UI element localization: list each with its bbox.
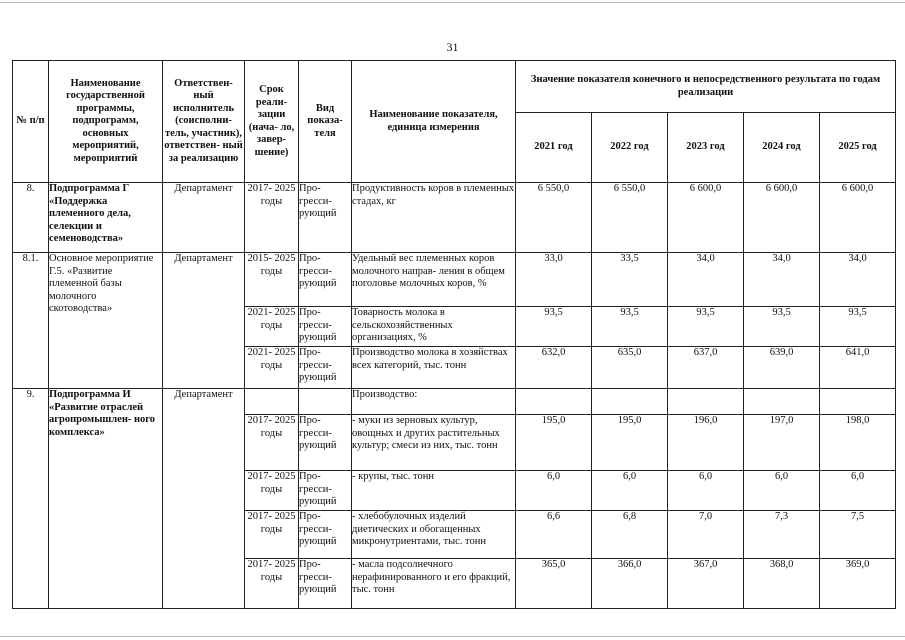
value-cell: 93,5 (744, 307, 820, 347)
value-cell: 367,0 (668, 559, 744, 609)
value-cell: 197,0 (744, 415, 820, 471)
indicator-name: Товарность молока в сельскохозяйственных организациях, % (352, 307, 516, 347)
row-num: 8. (13, 183, 49, 253)
value-cell: 365,0 (516, 559, 592, 609)
program-name: Основное мероприятие Г.5. «Развитие племенной базы молочного скотоводства» (49, 253, 163, 389)
header-year: 2021 год (516, 113, 592, 183)
term: 2021- 2025 годы (245, 307, 299, 347)
value-cell (516, 389, 592, 415)
value-cell: 6 550,0 (592, 183, 668, 253)
header-year: 2022 год (592, 113, 668, 183)
value-cell: 195,0 (516, 415, 592, 471)
term: 2017- 2025 годы (245, 183, 299, 253)
header-num: № п/п (13, 61, 49, 183)
value-cell: 641,0 (820, 347, 896, 389)
program-name: Подпрограмма Г «Поддержка племенного дела, селекции и семеноводства» (49, 183, 163, 253)
value-cell: 93,5 (516, 307, 592, 347)
value-cell: 6 600,0 (668, 183, 744, 253)
indicator-kind: Про- гресси- рующий (299, 347, 352, 389)
value-cell: 366,0 (592, 559, 668, 609)
value-cell (820, 389, 896, 415)
indicator-kind: Про- гресси- рующий (299, 415, 352, 471)
table-row (13, 253, 896, 307)
term: 2015- 2025 годы (245, 253, 299, 307)
indicator-name: Продуктивность коров в племенных стадах, кг (352, 183, 516, 253)
term: 2017- 2025 годы (245, 559, 299, 609)
value-cell: 6,0 (668, 471, 744, 511)
indicator-name: - хлебобулочных изделий диетических и обогащенных микронутриентами, тыс. тонн (352, 511, 516, 559)
value-cell: 637,0 (668, 347, 744, 389)
value-cell: 93,5 (668, 307, 744, 347)
header-values-group: Значение показателя конечного и непосредственного результата по годам реализации (516, 61, 896, 113)
term: 2017- 2025 годы (245, 471, 299, 511)
indicator-name: - масла подсолнечного нерафинированного и его фракций, тыс. тонн (352, 559, 516, 609)
value-cell: 195,0 (592, 415, 668, 471)
value-cell: 7,3 (744, 511, 820, 559)
top-scan-line (0, 2, 905, 3)
term: 2017- 2025 годы (245, 511, 299, 559)
indicator-name: - муки из зерновых культур, овощных и других растительных культур; смеси из них, тыс. тонн (352, 415, 516, 471)
row-num: 9. (13, 389, 49, 609)
indicator-name: Удельный вес племенных коров молочного направ- ления в общем поголовье молочных коров, % (352, 253, 516, 307)
header-year: 2023 год (668, 113, 744, 183)
term (245, 389, 299, 415)
row-num: 8.1. (13, 253, 49, 389)
value-cell: 632,0 (516, 347, 592, 389)
indicator-name: Производство молока в хозяйствах всех категорий, тыс. тонн (352, 347, 516, 389)
value-cell: 34,0 (668, 253, 744, 307)
value-cell: 196,0 (668, 415, 744, 471)
term: 2017- 2025 годы (245, 415, 299, 471)
header-year: 2024 год (744, 113, 820, 183)
value-cell: 639,0 (744, 347, 820, 389)
value-cell: 6,0 (592, 471, 668, 511)
value-cell: 6 600,0 (820, 183, 896, 253)
value-cell: 6,0 (820, 471, 896, 511)
responsible: Департамент (163, 389, 245, 609)
indicator-name: Производство: (352, 389, 516, 415)
value-cell (744, 389, 820, 415)
header-row-1 (13, 61, 896, 113)
value-cell: 34,0 (744, 253, 820, 307)
value-cell: 635,0 (592, 347, 668, 389)
indicator-name: - крупы, тыс. тонн (352, 471, 516, 511)
value-cell (592, 389, 668, 415)
value-cell: 6,6 (516, 511, 592, 559)
value-cell: 368,0 (744, 559, 820, 609)
value-cell: 369,0 (820, 559, 896, 609)
value-cell: 7,0 (668, 511, 744, 559)
value-cell: 6,0 (744, 471, 820, 511)
header-kind: Вид показа- теля (299, 61, 352, 183)
indicator-kind: Про- гресси- рующий (299, 511, 352, 559)
bottom-scan-line (0, 636, 905, 637)
indicator-kind: Про- гресси- рующий (299, 253, 352, 307)
indicator-kind: Про- гресси- рующий (299, 559, 352, 609)
table-row (13, 389, 896, 415)
program-name: Подпрограмма И «Развитие отраслей агропромышлен- ного комплекса» (49, 389, 163, 609)
page-number: 31 (446, 40, 459, 54)
value-cell: 6,0 (516, 471, 592, 511)
header-program: Наименование государственной программы, подпрограмм, основных мероприятий, мероприятий (49, 61, 163, 183)
header-responsible: Ответствен- ный исполнитель (соисполни- тель, участник), ответствен- ный за реализацию (163, 61, 245, 183)
value-cell: 7,5 (820, 511, 896, 559)
value-cell: 34,0 (820, 253, 896, 307)
value-cell: 33,0 (516, 253, 592, 307)
table-row (13, 183, 896, 253)
indicators-table (12, 60, 896, 609)
value-cell: 6,8 (592, 511, 668, 559)
header-year: 2025 год (820, 113, 896, 183)
value-cell: 33,5 (592, 253, 668, 307)
indicator-kind: Про- гресси- рующий (299, 471, 352, 511)
value-cell: 6 550,0 (516, 183, 592, 253)
value-cell: 93,5 (592, 307, 668, 347)
indicator-kind (299, 389, 352, 415)
indicator-kind: Про- гресси- рующий (299, 183, 352, 253)
indicator-kind: Про- гресси- рующий (299, 307, 352, 347)
header-term: Срок реали- зации (нача- ло, завер- шение) (245, 61, 299, 183)
responsible: Департамент (163, 183, 245, 253)
value-cell: 198,0 (820, 415, 896, 471)
responsible: Департамент (163, 253, 245, 389)
header-indicator: Наименование показателя, единица измерения (352, 61, 516, 183)
value-cell: 93,5 (820, 307, 896, 347)
value-cell (668, 389, 744, 415)
term: 2021- 2025 годы (245, 347, 299, 389)
value-cell: 6 600,0 (744, 183, 820, 253)
